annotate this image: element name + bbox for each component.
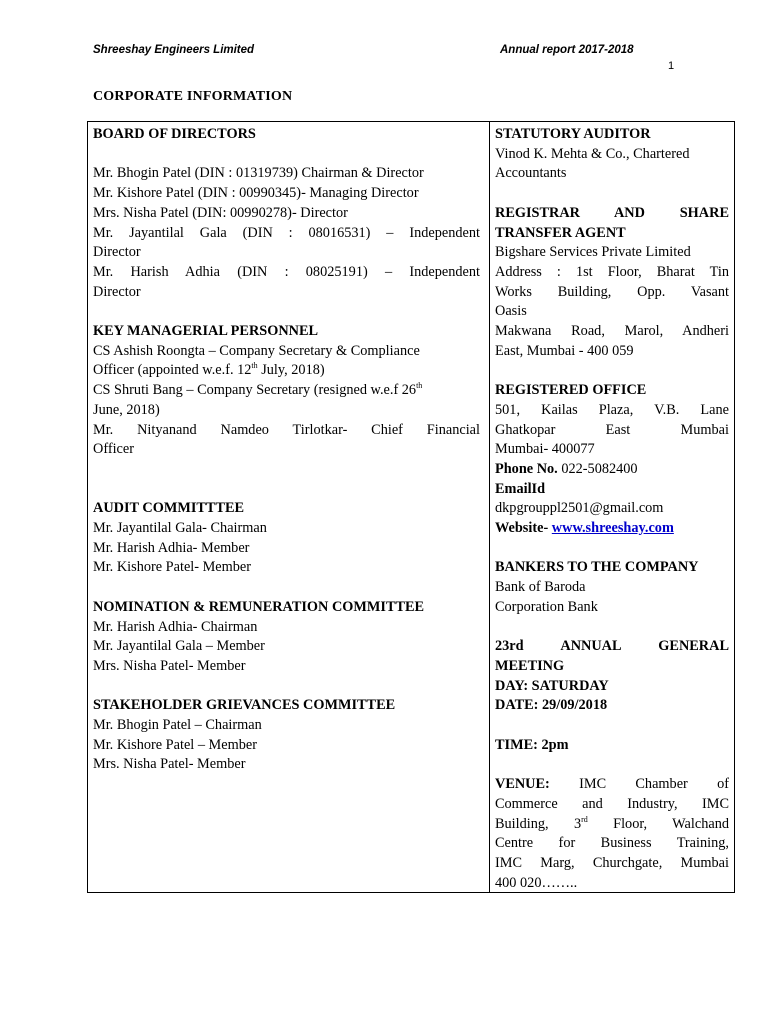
audit-line: Mr. Kishore Patel- Member (93, 559, 252, 576)
nomination-line: Mr. Harish Adhia- Chairman (93, 618, 258, 635)
agm-heading: 23rd ANNUAL GENERAL (495, 638, 729, 655)
bankers-heading: BANKERS TO THE COMPANY (495, 559, 699, 576)
venue-line: Building, 3rd Floor, Walchand (495, 814, 729, 832)
venue-label: VENUE: (495, 776, 550, 793)
kmp-heading: KEY MANAGERIAL PERSONNEL (93, 323, 319, 339)
office-line: 501, Kailas Plaza, V.B. Lane (495, 401, 729, 418)
email-value: dkpgrouppl2501@gmail.com (495, 500, 664, 517)
left-column (93, 125, 480, 775)
phone-label: Phone No. (495, 460, 558, 477)
nomination-line: Mr. Jayantilal Gala – Member (93, 638, 265, 655)
agm-day: DAY: SATURDAY (495, 677, 609, 694)
venue-line: Centre for Business Training, (495, 835, 729, 852)
auditor-line: Vinod K. Mehta & Co., Chartered (495, 145, 690, 162)
audit-line: Mr. Jayantilal Gala- Chairman (93, 520, 267, 536)
registrar-line: Works Building, Opp. Vasant (495, 283, 729, 300)
agm-time: TIME: 2pm (495, 736, 569, 753)
phone-value: 022-5082400 (557, 460, 638, 477)
stakeholder-line: Mr. Kishore Patel – Member (93, 736, 257, 753)
office-line: Ghatkopar East Mumbai (495, 421, 729, 438)
right-column (495, 125, 729, 893)
registrar-heading-cont: TRANSFER AGENT (495, 224, 626, 241)
kmp-line: Officer (appointed w.e.f. 12th July, 2018) (93, 361, 325, 379)
venue-line: IMC Marg, Churchgate, Mumbai (495, 854, 729, 871)
page-number: 1 (668, 60, 675, 72)
venue-line: Commerce and Industry, IMC (495, 795, 729, 812)
website-link[interactable]: www.shreeshay.com (551, 520, 674, 537)
board-line: Mr. Harish Adhia (DIN : 08025191) – Independent (93, 263, 480, 280)
audit-line: Mr. Harish Adhia- Member (93, 539, 250, 556)
registrar-line: East, Mumbai - 400 059 (495, 342, 634, 359)
agm-heading-cont: MEETING (495, 657, 565, 674)
board-heading: BOARD OF DIRECTORS (93, 126, 256, 142)
office-heading: REGISTERED OFFICE (495, 382, 647, 399)
registrar-line: Address : 1st Floor, Bharat Tin (495, 263, 729, 280)
board-line: Mrs. Nisha Patel (DIN: 00990278)- Director (93, 204, 348, 221)
kmp-line: June, 2018) (93, 401, 160, 418)
kmp-line: CS Ashish Roongta – Company Secretary & Compliance (93, 342, 420, 359)
header-company: Shreeshay Engineers Limited (93, 44, 255, 56)
board-line: Mr. Bhogin Patel (DIN : 01319739) Chairman & Director (93, 165, 424, 182)
kmp-line: CS Shruti Bang – Company Secretary (resigned w.e.f 26th (93, 381, 423, 399)
nomination-line: Mrs. Nisha Patel- Member (93, 657, 246, 674)
header-report: Annual report 2017-2018 (500, 44, 634, 56)
registrar-line: Oasis (495, 303, 527, 320)
board-line: Director (93, 283, 141, 300)
page-title: CORPORATE INFORMATION (93, 89, 293, 104)
venue-line: VENUE: IMC Chamber of (495, 776, 729, 793)
website-label: Website- (495, 520, 549, 537)
agm-date: DATE: 29/09/2018 (495, 697, 608, 714)
phone-line (495, 460, 729, 480)
banker-line: Corporation Bank (495, 598, 598, 615)
email-label: EmailId (495, 480, 546, 497)
board-line: Director (93, 244, 141, 261)
stakeholder-line: Mrs. Nisha Patel- Member (93, 756, 246, 773)
board-line: Mr. Jayantilal Gala (DIN : 08016531) – Independent (93, 224, 480, 241)
auditor-heading: STATUTORY AUDITOR (495, 126, 651, 142)
kmp-line: Mr. Nityanand Namdeo Tirlotkar- Chief Financial (93, 421, 480, 438)
board-line: Mr. Kishore Patel (DIN : 00990345)- Managing Director (93, 185, 419, 202)
venue-line: 400 020…….. (495, 874, 578, 891)
registrar-line: Makwana Road, Marol, Andheri (495, 323, 729, 340)
column-divider (489, 122, 490, 892)
corporate-info-table (87, 121, 735, 893)
office-line: Mumbai- 400077 (495, 441, 595, 458)
stakeholder-heading: STAKEHOLDER GRIEVANCES COMMITTEE (93, 697, 396, 714)
banker-line: Bank of Baroda (495, 579, 586, 596)
stakeholder-line: Mr. Bhogin Patel – Chairman (93, 717, 262, 733)
nomination-heading: NOMINATION & REMUNERATION COMMITTEE (93, 598, 425, 615)
audit-heading: AUDIT COMMITTTEE (93, 500, 245, 517)
auditor-line: Accountants (495, 165, 567, 182)
website-line (495, 519, 729, 539)
kmp-line: Officer (93, 441, 135, 458)
registrar-line: Bigshare Services Private Limited (495, 244, 691, 261)
registrar-heading: REGISTRAR AND SHARE (495, 204, 729, 221)
